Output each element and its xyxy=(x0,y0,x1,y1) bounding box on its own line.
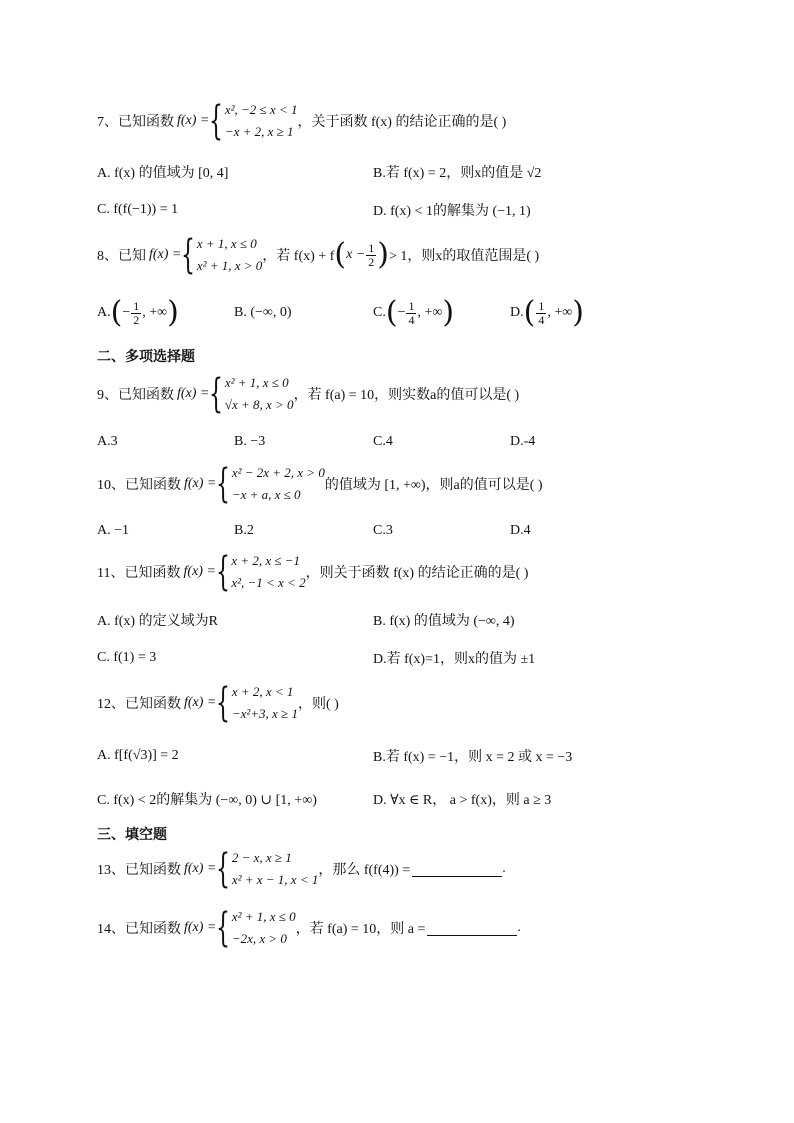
option-c: C.3 xyxy=(373,523,393,538)
answer-blank[interactable] xyxy=(412,862,502,877)
question-11 xyxy=(97,550,528,594)
question-12 xyxy=(97,681,339,725)
fraction-half: $\frac{1}{2}$ xyxy=(368,240,375,269)
option-b: B. f(x) 的值域为 (−∞, 4) xyxy=(373,614,515,629)
brace-glyph: { xyxy=(216,680,231,726)
piecewise xyxy=(216,846,319,892)
question-9 xyxy=(97,372,519,416)
option-c: C. f(1) = 3 xyxy=(97,650,157,665)
cases xyxy=(225,374,294,414)
option-d: D. ( $\frac{1}{4}$ , +∞ ) xyxy=(510,295,584,330)
case-2: −x²+3, x ≥ 1 xyxy=(231,706,298,721)
function-name: f(x) = xyxy=(184,476,217,491)
cases xyxy=(232,683,298,723)
piecewise xyxy=(216,461,325,507)
case-1: x + 2, x < 1 xyxy=(231,684,294,699)
cases xyxy=(225,101,298,141)
inner-expression: x − xyxy=(346,247,366,262)
question-14: 14、 已知函数 f(x) = { x² + 1, x ≤ 0 −2x, x > 0 ，若 f(a) = 10，则 a = . xyxy=(97,905,521,951)
question-lead: 已知函数 xyxy=(125,922,181,937)
question-lead: 已知函数 xyxy=(125,863,181,878)
function-name: f(x) = xyxy=(149,247,182,262)
option-c: C. f(x) < 2的解集为 (−∞, 0) ∪ [1, +∞) xyxy=(97,793,317,808)
option-c: C. ( − $\frac{1}{4}$ , +∞ ) xyxy=(373,295,455,330)
case-1: x + 2, x ≤ −1 xyxy=(231,553,301,568)
option-a: A. f(x) 的定义域为R xyxy=(97,614,218,629)
option-c: C. f(f(−1)) = 1 xyxy=(97,202,179,217)
question-lead: 已知函数 xyxy=(124,566,181,581)
case-1: x² + 1, x ≤ 0 xyxy=(231,909,296,924)
piecewise xyxy=(209,98,298,144)
question-tail: ，那么 f(f(4)) = xyxy=(318,863,411,878)
question-tail: ，则( ) xyxy=(297,697,339,712)
right-paren: ) xyxy=(377,237,389,272)
option-b: B.2 xyxy=(234,523,254,538)
left-paren: ( xyxy=(334,237,347,272)
piecewise xyxy=(215,549,306,595)
case-1: x² − 2x + 2, x > 0 xyxy=(231,465,325,480)
brace-glyph: { xyxy=(216,461,231,507)
cases xyxy=(231,552,305,592)
function-name: f(x) = xyxy=(184,861,217,876)
question-8 xyxy=(97,233,539,277)
question-7 xyxy=(97,99,506,143)
cases xyxy=(232,849,319,889)
option-b: B.若 f(x) = 2，则x的值是 √2 xyxy=(373,166,542,181)
case-1: 2 − x, x ≥ 1 xyxy=(231,850,292,865)
function-name: f(x) = xyxy=(184,695,217,710)
question-tail: 的值域为 [1, +∞)，则a的值可以是( ) xyxy=(324,478,543,493)
question-number: 10、 xyxy=(97,478,125,493)
question-tail: ，则关于函数 f(x) 的结论正确的是( ) xyxy=(305,566,529,581)
piecewise xyxy=(216,905,296,951)
case-2: √x + 8, x > 0 xyxy=(224,397,294,412)
option-b: B. −3 xyxy=(234,434,266,449)
case-1: x + 1, x ≤ 0 xyxy=(196,236,257,251)
option-d: D. f(x) < 1的解集为 (−1, 1) xyxy=(373,204,531,219)
option-b: B.若 f(x) = −1，则 x = 2 或 x = −3 xyxy=(373,750,573,765)
question-tail: ，若 f(a) = 10，则 a = xyxy=(295,922,426,937)
question-13: 13、 已知函数 f(x) = { 2 − x, x ≥ 1 x² + x − 1, x < 1 ，那么 f(f(4)) = . xyxy=(97,846,506,892)
question-tail: ，若 f(x) + f xyxy=(262,249,335,264)
option-a: A.3 xyxy=(97,434,118,449)
question-number: 12、 xyxy=(97,697,125,712)
cases xyxy=(197,235,262,275)
option-a: A. f(x) 的值域为 [0, 4] xyxy=(97,166,229,181)
case-2: −x + 2, x ≥ 1 xyxy=(224,124,294,139)
question-10 xyxy=(97,462,543,506)
option-d: D.4 xyxy=(510,523,531,538)
option-d: D. ∀x ∈ R， a > f(x)，则 a ≥ 3 xyxy=(373,793,552,808)
option-c: C.4 xyxy=(373,434,393,449)
option-b: B. (−∞, 0) xyxy=(234,305,292,320)
function-name: f(x) = xyxy=(184,920,217,935)
section-heading: 三、填空题 xyxy=(97,827,167,843)
function-name: f(x) = xyxy=(183,564,216,579)
option-d: D.-4 xyxy=(510,434,536,449)
question-tail-end: > 1，则x的取值范围是( ) xyxy=(388,249,540,264)
function-name: f(x) = xyxy=(177,386,210,401)
brace-glyph: { xyxy=(209,371,224,417)
brace-glyph: { xyxy=(215,549,230,595)
section-heading: 二、多项选择题 xyxy=(97,349,195,365)
question-lead: 已知函数 xyxy=(118,388,174,403)
question-lead: 已知函数 xyxy=(118,115,174,130)
option-a: A. −1 xyxy=(97,523,130,538)
brace-glyph: { xyxy=(181,232,196,278)
question-number: 8、 xyxy=(97,249,118,264)
brace-glyph: { xyxy=(209,98,224,144)
question-number: 13、 xyxy=(97,863,125,878)
brace-glyph: { xyxy=(216,905,231,951)
piecewise xyxy=(181,232,263,278)
function-name: f(x) = xyxy=(177,113,210,128)
question-lead: 已知函数 xyxy=(125,697,181,712)
question-number: 7、 xyxy=(97,115,118,130)
option-a: A. ( − $\frac{1}{2}$ , +∞ ) xyxy=(97,295,179,330)
case-2: −2x, x > 0 xyxy=(231,931,287,946)
question-lead: 已知 xyxy=(118,249,146,264)
question-number: 11、 xyxy=(97,566,125,581)
case-2: −x + a, x ≤ 0 xyxy=(231,487,301,502)
piecewise xyxy=(216,680,298,726)
case-1: x² + 1, x ≤ 0 xyxy=(224,375,289,390)
brace-glyph: { xyxy=(216,846,231,892)
question-number: 9、 xyxy=(97,388,118,403)
case-2: x² + 1, x > 0 xyxy=(196,258,263,273)
piecewise xyxy=(209,371,294,417)
case-1: x², −2 ≤ x < 1 xyxy=(224,102,298,117)
answer-blank[interactable] xyxy=(427,921,517,936)
question-lead: 已知函数 xyxy=(125,478,181,493)
question-number: 14、 xyxy=(97,922,125,937)
cases xyxy=(232,908,296,948)
case-2: x² + x − 1, x < 1 xyxy=(231,872,319,887)
question-tail: ，若 f(a) = 10，则实数a的值可以是( ) xyxy=(293,388,520,403)
option-a: A. f[f(√3)] = 2 xyxy=(97,748,179,763)
question-tail: ，关于函数 f(x) 的结论正确的是( ) xyxy=(297,115,507,130)
option-d: D.若 f(x)=1，则x的值为 ±1 xyxy=(373,652,536,667)
case-2: x², −1 < x < 2 xyxy=(231,575,306,590)
cases xyxy=(232,464,325,504)
